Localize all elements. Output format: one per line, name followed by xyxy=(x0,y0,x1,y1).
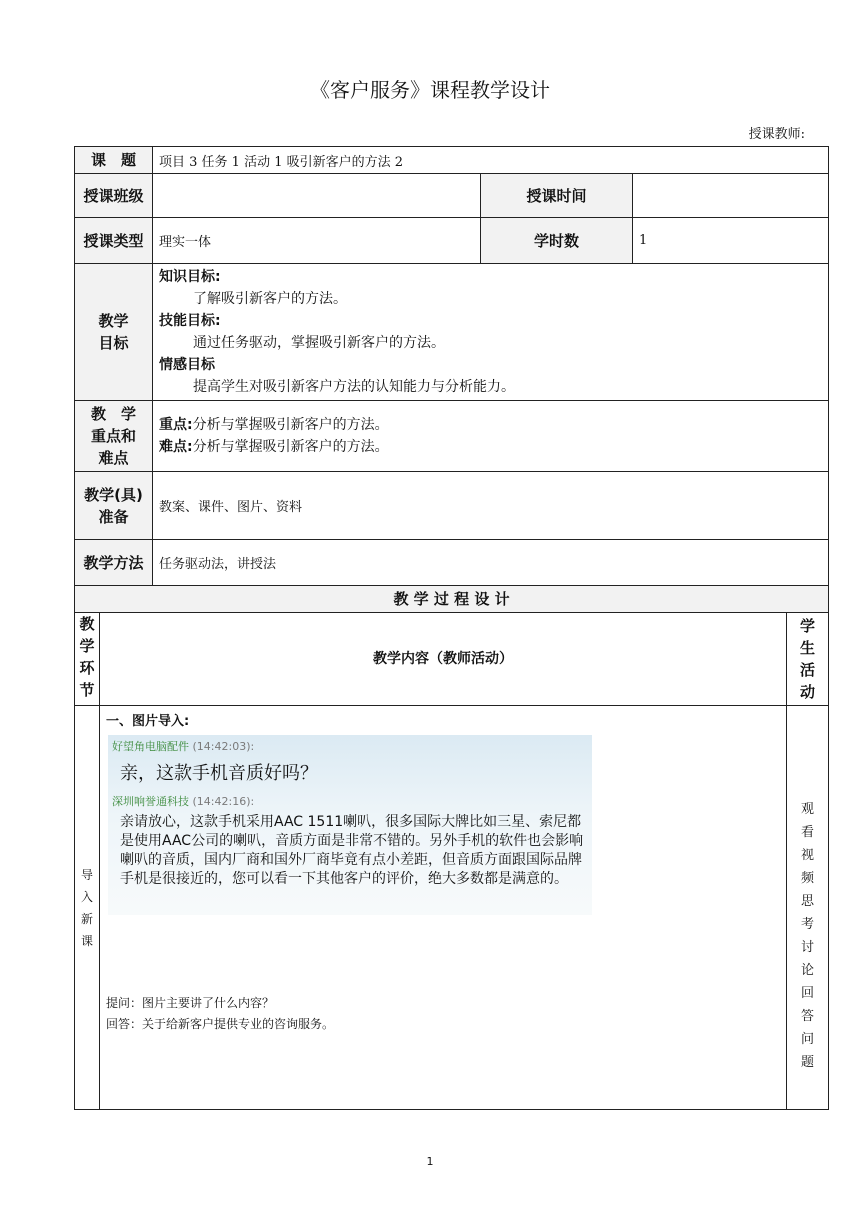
chat-screenshot xyxy=(108,735,592,915)
emotion-text: 提高学生对吸引新客户方法的认知能力与分析能力。 xyxy=(193,379,516,395)
process-title-row xyxy=(75,586,829,613)
type-value: 理实一体 xyxy=(153,218,481,264)
hours-label: 学时数 xyxy=(481,218,633,264)
type-label: 授课类型 xyxy=(75,218,153,264)
key-points-label xyxy=(75,401,153,472)
topic-label: 课 题 xyxy=(75,147,153,174)
lesson-plan-table xyxy=(74,146,829,1110)
preparation-row xyxy=(75,472,829,540)
intro-answer: 回答：关于给新客户提供专业的咨询服务。 xyxy=(106,1017,335,1031)
preparation-value: 教案、课件、图片、资料 xyxy=(153,472,829,540)
knowledge-heading: 知识目标: xyxy=(159,269,221,285)
process-header-row xyxy=(75,613,829,706)
knowledge-text: 了解吸引新客户的方法。 xyxy=(193,291,348,307)
topic-value: 项目 3 任务 1 活动 1 吸引新客户的方法 2 xyxy=(153,147,829,174)
chat-message-2: 亲请放心，这款手机采用AAC 1511喇叭，很多国际大牌比如三星、索尼都是使用AAC公司的喇叭，音质方面是非常不错的。另外手机的软件也会影响喇叭的音质，国内厂商和国外厂商毕竟有点小差距，但音质方面跟国际品牌手机是很接近的，您可以看一下其他客户的评价，绝大多数都是满意的。 xyxy=(120,814,584,887)
objectives-row xyxy=(75,264,829,401)
class-label: 授课班级 xyxy=(75,174,153,218)
method-label-text: 教学方法 xyxy=(83,553,144,572)
key-point-heading: 重点: xyxy=(159,417,193,433)
chat-message-1: 亲，这款手机音质好吗？ xyxy=(120,763,318,784)
content-header: 教学内容（教师活动） xyxy=(100,613,787,706)
time-label: 授课时间 xyxy=(481,174,633,218)
intro-row xyxy=(75,706,829,1110)
intro-qa xyxy=(106,993,780,1035)
stage-header-text: 教学环节 xyxy=(79,615,95,699)
method-row xyxy=(75,540,829,586)
process-title: 教 学 过 程 设 计 xyxy=(75,586,829,613)
student-activity xyxy=(787,706,829,1110)
page-number: 1 xyxy=(426,1155,434,1168)
time-value xyxy=(633,174,829,218)
class-value xyxy=(153,174,481,218)
objectives-label xyxy=(75,264,153,401)
stage-header xyxy=(75,613,100,706)
objectives-label-text: 教学目标 xyxy=(98,312,129,352)
intro-question: 提问：图片主要讲了什么内容？ xyxy=(106,996,275,1010)
teacher-label: 授课教师: xyxy=(748,127,805,142)
chat-sender-2-name: 深圳响誉通科技 xyxy=(112,795,189,808)
type-row xyxy=(75,218,829,264)
chat-sender-2 xyxy=(112,793,254,809)
chat-sender-1-name: 好望角电脑配件 xyxy=(112,740,189,753)
chat-time-1: (14:42:03): xyxy=(192,740,255,753)
difficult-point-text: 分析与掌握吸引新客户的方法。 xyxy=(192,439,389,455)
document-title: 《客户服务》课程教学设计 xyxy=(310,78,550,102)
intro-stage-text: 导入新课 xyxy=(81,867,94,948)
emotion-heading: 情感目标 xyxy=(159,357,216,373)
key-point xyxy=(159,414,822,436)
student-header-text: 学生活动 xyxy=(800,617,816,701)
intro-heading: 一、图片导入: xyxy=(106,714,190,729)
key-point-text: 分析与掌握吸引新客户的方法。 xyxy=(192,417,389,433)
student-activity-text: 观看视频思考讨论回答问题 xyxy=(801,802,815,1070)
objectives-content xyxy=(153,264,829,401)
chat-sender-1 xyxy=(112,738,254,754)
key-points-content xyxy=(153,401,829,472)
difficult-point-heading: 难点: xyxy=(159,439,193,455)
key-points-label-text: 教 学重点和难点 xyxy=(90,405,136,467)
skill-heading: 技能目标: xyxy=(159,313,221,329)
topic-row xyxy=(75,147,829,174)
method-label xyxy=(75,540,153,586)
method-value: 任务驱动法，讲授法 xyxy=(153,540,829,586)
hours-value: 1 xyxy=(633,218,829,264)
difficult-point xyxy=(159,436,822,458)
key-points-row xyxy=(75,401,829,472)
chat-time-2: (14:42:16): xyxy=(192,795,255,808)
skill-text: 通过任务驱动，掌握吸引新客户的方法。 xyxy=(193,335,446,351)
preparation-label-text: 教学(具)准备 xyxy=(84,485,143,526)
intro-stage xyxy=(75,706,100,1110)
preparation-label xyxy=(75,472,153,540)
student-header xyxy=(787,613,829,706)
intro-content xyxy=(100,706,787,1110)
class-row xyxy=(75,174,829,218)
